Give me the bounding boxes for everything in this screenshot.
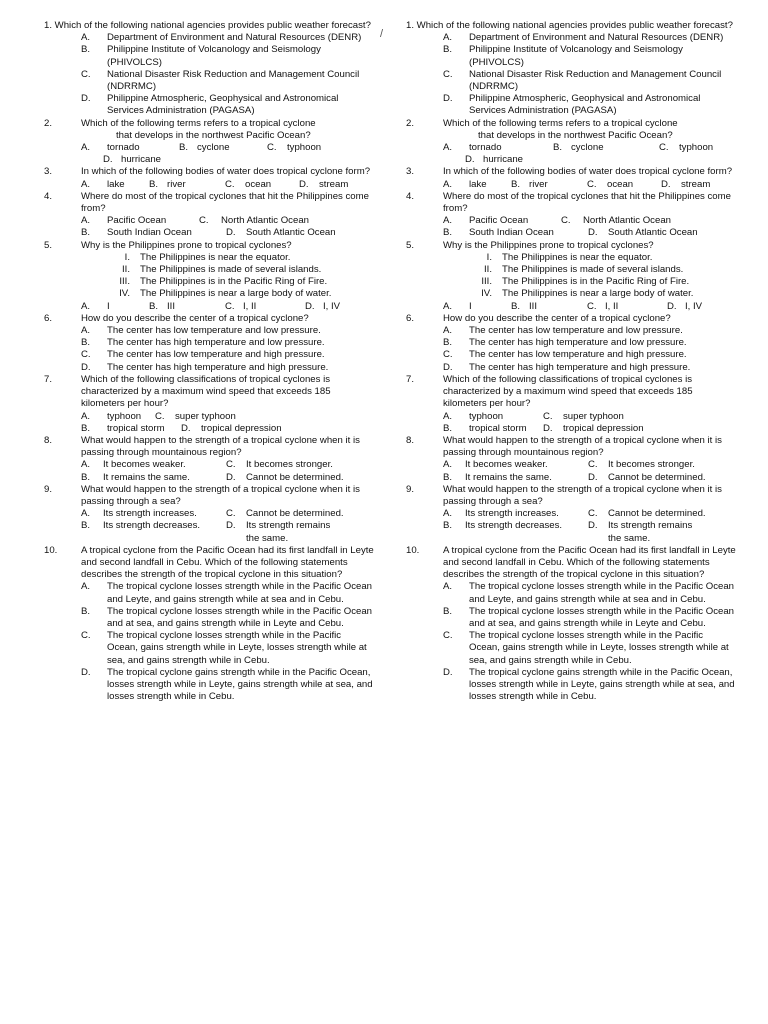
option-a: A. I — [443, 300, 472, 312]
option-d: D. tropical depression — [543, 422, 644, 434]
statement-iii: III. The Philippines is in the Pacific Ring of Fire. — [481, 276, 690, 288]
option-list — [44, 325, 374, 374]
question-stem: 7. Which of the following classifications of tropical cyclones is characterized by a maximum wind speed that exceeds 185 kilometers per hour? — [44, 373, 334, 410]
statement-iv: IV. The Philippines is near a large body of water. — [119, 288, 332, 300]
option-a: A. Department of Environment and Natural Resources (DENR) — [81, 32, 362, 44]
option-d: D. stream — [299, 178, 349, 190]
option-b: B. cyclone — [179, 142, 230, 154]
option-c: C. The tropical cyclone losses strength while in the Pacific Ocean, gains strength while in Leyte, losses strength while at sea, and gains strength while in Cebu. — [443, 630, 732, 666]
option-b: B. It remains the same. — [443, 471, 552, 483]
options-row — [44, 227, 374, 239]
option-a: A. It becomes weaker. — [81, 459, 186, 471]
quiz-column-right — [406, 20, 739, 703]
option-list — [44, 32, 374, 117]
question-9 — [44, 484, 374, 545]
option-c: C. I, II — [587, 300, 619, 312]
question-8 — [44, 435, 374, 484]
option-list — [406, 581, 736, 703]
options-row — [406, 459, 736, 471]
options-row — [406, 154, 736, 166]
question-stem: 5. Why is the Philippines prone to tropical cyclones? — [406, 239, 654, 251]
question-stem: 9. What would happen to the strength of a tropical cyclone when it is passing through a sea? — [44, 483, 363, 507]
option-d: D. hurricane — [103, 154, 161, 166]
question-4 — [44, 191, 374, 240]
question-stem: 10. A tropical cyclone from the Pacific Ocean had its first landfall in Leyte and second landfall in Cebu. Which of the following statements describes the strength of the tropical cyclone in this situation? — [406, 544, 739, 581]
option-d: D. I, IV — [305, 300, 341, 312]
option-b: B. Its strength decreases. — [81, 520, 201, 532]
option-d: D. South Atlantic Ocean — [226, 227, 336, 239]
option-c: C. ocean — [225, 178, 272, 190]
options-row — [406, 215, 736, 227]
question-4 — [406, 191, 736, 240]
option-d: D. Philippine Atmospheric, Geophysical and Astronomical Services Administration (PAGASA) — [443, 93, 704, 117]
options-row — [406, 411, 736, 423]
option-c: C. Cannot be determined. — [588, 508, 706, 520]
statement-list — [44, 252, 374, 301]
options-row — [44, 179, 374, 191]
option-c: C. North Atlantic Ocean — [561, 215, 671, 227]
option-list — [406, 32, 736, 117]
option-list — [406, 325, 736, 374]
options-row — [406, 179, 736, 191]
question-stem: 2. Which of the following terms refers to a tropical cyclone — [406, 117, 678, 129]
options-row — [406, 301, 736, 313]
option-a: A. typhoon — [81, 410, 142, 422]
statement-ii: II. The Philippines is made of several islands. — [122, 264, 322, 276]
question-9 — [406, 484, 736, 545]
option-d: D. The tropical cyclone gains strength while in the Pacific Ocean, losses strength while in Leyte, gains strength while at sea, and losses strength while in Cebu. — [81, 666, 376, 703]
question-stem: 4. Where do most of the tropical cyclones that hit the Philippines come from? — [406, 190, 734, 215]
statement-iv: IV. The Philippines is near a large body of water. — [481, 288, 694, 300]
option-b: B. South Indian Ocean — [443, 227, 554, 239]
column-divider-mark: / — [380, 28, 384, 40]
option-c: C. The tropical cyclone losses strength while in the Pacific Ocean, gains strength while in Leyte, losses strength while at sea, and gains strength while in Cebu. — [81, 630, 370, 666]
option-b: B. river — [511, 178, 548, 190]
option-c: C. Cannot be determined. — [226, 508, 344, 520]
option-b: B. It remains the same. — [81, 471, 190, 483]
options-row — [44, 472, 374, 484]
question-stem: 9. What would happen to the strength of a tropical cyclone when it is passing through a sea? — [406, 483, 725, 507]
option-c: C. The center has low temperature and high pressure. — [81, 349, 325, 361]
option-d: D. Philippine Atmospheric, Geophysical and Astronomical Services Administration (PAGASA) — [81, 93, 342, 117]
options-row — [44, 215, 374, 227]
option-b: B. Philippine Institute of Volcanology and Seismology (PHIVOLCS) — [443, 44, 686, 68]
option-d: D. Its strength remains — [226, 520, 331, 532]
option-b: B. III — [149, 300, 175, 312]
option-b: B. tropical storm — [81, 422, 165, 434]
question-stem: 3. In which of the following bodies of water does tropical cyclone form? — [406, 166, 733, 178]
options-row — [44, 459, 374, 471]
option-b: B. The center has high temperature and low pressure. — [81, 337, 325, 349]
option-c: C. North Atlantic Ocean — [199, 215, 309, 227]
option-a: A. The center has low temperature and low pressure. — [81, 325, 321, 337]
question-5 — [44, 240, 374, 313]
options-row — [44, 508, 374, 520]
question-stem: 1. Which of the following national agencies provides public weather forecast? — [44, 20, 371, 31]
question-stem: 1. Which of the following national agencies provides public weather forecast? — [406, 20, 733, 31]
option-c: C. The center has low temperature and high pressure. — [443, 349, 687, 361]
option-d: D. hurricane — [465, 154, 523, 166]
option-d: D. The tropical cyclone gains strength while in the Pacific Ocean, losses strength while in Leyte, gains strength while at sea, and losses strength while in Cebu. — [443, 666, 738, 703]
option-d-continued: the same. — [608, 532, 651, 544]
option-c: C. super typhoon — [155, 410, 236, 422]
option-b: B. Its strength decreases. — [443, 520, 563, 532]
options-row — [44, 154, 374, 166]
options-row — [406, 227, 736, 239]
options-row — [44, 423, 374, 435]
statement-i: I. The Philippines is near the equator. — [486, 251, 653, 263]
option-d: D. Its strength remains — [588, 520, 693, 532]
option-c: C. National Disaster Risk Reduction and Management Council (NDRRMC) — [81, 68, 362, 93]
option-a: A. It becomes weaker. — [443, 459, 548, 471]
question-7 — [44, 374, 374, 435]
statement-ii: II. The Philippines is made of several islands. — [484, 264, 684, 276]
question-stem: 7. Which of the following classifications of tropical cyclones is characterized by a maximum wind speed that exceeds 185 kilometers per hour? — [406, 373, 696, 410]
options-row — [406, 142, 736, 154]
option-a: A. The tropical cyclone losses strength while in the Pacific Ocean and Leyte, and gains strength while at sea and in Cebu. — [443, 581, 737, 605]
option-a: A. Pacific Ocean — [81, 215, 167, 227]
question-stem: 5. Why is the Philippines prone to tropical cyclones? — [44, 239, 292, 251]
question-stem: 2. Which of the following terms refers to a tropical cyclone — [44, 117, 316, 129]
options-row — [44, 301, 374, 313]
option-c: C. ocean — [587, 178, 634, 190]
question-1 — [406, 20, 736, 118]
option-list — [44, 581, 374, 703]
question-2 — [44, 118, 374, 167]
question-5 — [406, 240, 736, 313]
option-c: C. It becomes stronger. — [226, 459, 333, 471]
option-a: A. typhoon — [443, 410, 504, 422]
statement-i: I. The Philippines is near the equator. — [124, 251, 291, 263]
option-b: B. III — [511, 300, 537, 312]
option-d: D. The center has high temperature and high pressure. — [81, 361, 329, 373]
option-c: C. typhoon — [659, 142, 714, 154]
option-d: D. Cannot be determined. — [588, 471, 706, 483]
option-b: B. The center has high temperature and low pressure. — [443, 337, 687, 349]
option-d: D. South Atlantic Ocean — [588, 227, 698, 239]
option-d: D. I, IV — [667, 300, 703, 312]
option-c: C. It becomes stronger. — [588, 459, 695, 471]
option-d: D. Cannot be determined. — [226, 471, 344, 483]
option-a: A. Department of Environment and Natural Resources (DENR) — [443, 32, 724, 44]
option-b: B. cyclone — [553, 142, 604, 154]
question-stem: 4. Where do most of the tropical cyclones that hit the Philippines come from? — [44, 190, 372, 215]
question-stem: 8. What would happen to the strength of a tropical cyclone when it is passing through mountainous region? — [406, 434, 725, 459]
options-row — [44, 142, 374, 154]
question-stem: 3. In which of the following bodies of water does tropical cyclone form? — [44, 166, 371, 178]
question-stem: 8. What would happen to the strength of a tropical cyclone when it is passing through mountainous region? — [44, 434, 363, 459]
statement-iii: III. The Philippines is in the Pacific Ring of Fire. — [119, 276, 328, 288]
question-stem: 6. How do you describe the center of a tropical cyclone? — [44, 312, 309, 324]
question-1 — [44, 20, 374, 118]
option-a: A. lake — [443, 178, 487, 190]
question-stem-continued: that develops in the northwest Pacific Ocean? — [478, 129, 673, 141]
statement-list — [406, 252, 736, 301]
question-stem: 6. How do you describe the center of a tropical cyclone? — [406, 312, 671, 324]
question-6 — [44, 313, 374, 374]
option-b: B. tropical storm — [443, 422, 527, 434]
question-2 — [406, 118, 736, 167]
option-b: B. South Indian Ocean — [81, 227, 192, 239]
option-a: A. tornado — [443, 142, 502, 154]
options-row — [406, 520, 736, 532]
option-a: A. Its strength increases. — [443, 508, 559, 520]
option-a: A. The center has low temperature and low pressure. — [443, 325, 683, 337]
question-stem: 10. A tropical cyclone from the Pacific Ocean had its first landfall in Leyte and second landfall in Cebu. Which of the following statements describes the strength of the tropical cyclone in this situation? — [44, 544, 377, 581]
options-row — [406, 423, 736, 435]
quiz-column-left — [44, 20, 377, 703]
question-6 — [406, 313, 736, 374]
option-c: C. I, II — [225, 300, 257, 312]
option-d-continued: the same. — [246, 532, 289, 544]
options-row — [44, 411, 374, 423]
question-10 — [44, 544, 377, 704]
question-7 — [406, 374, 736, 435]
question-3 — [44, 166, 374, 190]
option-d: D. stream — [661, 178, 711, 190]
question-3 — [406, 166, 736, 190]
question-8 — [406, 435, 736, 484]
option-a: A. lake — [81, 178, 125, 190]
option-d: D. tropical depression — [181, 422, 282, 434]
option-a: A. Pacific Ocean — [443, 215, 529, 227]
options-row — [406, 472, 736, 484]
question-10 — [406, 544, 739, 704]
option-c: C. super typhoon — [543, 410, 624, 422]
option-c: C. typhoon — [267, 142, 322, 154]
option-b: B. The tropical cyclone losses strength while in the Pacific Ocean and at sea, and gains strength while in Leyte and Cebu. — [81, 605, 375, 629]
question-stem-continued: that develops in the northwest Pacific Ocean? — [116, 129, 311, 141]
options-row — [406, 508, 736, 520]
option-b: B. The tropical cyclone losses strength while in the Pacific Ocean and at sea, and gains strength while in Leyte and Cebu. — [443, 605, 737, 629]
option-b: B. river — [149, 178, 186, 190]
option-b: B. Philippine Institute of Volcanology and Seismology (PHIVOLCS) — [81, 44, 324, 68]
option-a: A. Its strength increases. — [81, 508, 197, 520]
option-c: C. National Disaster Risk Reduction and Management Council (NDRRMC) — [443, 68, 724, 93]
option-a: A. The tropical cyclone losses strength while in the Pacific Ocean and Leyte, and gains strength while at sea and in Cebu. — [81, 581, 375, 605]
option-a: A. tornado — [81, 142, 140, 154]
option-d: D. The center has high temperature and high pressure. — [443, 361, 691, 373]
option-a: A. I — [81, 300, 110, 312]
options-row — [44, 520, 374, 532]
